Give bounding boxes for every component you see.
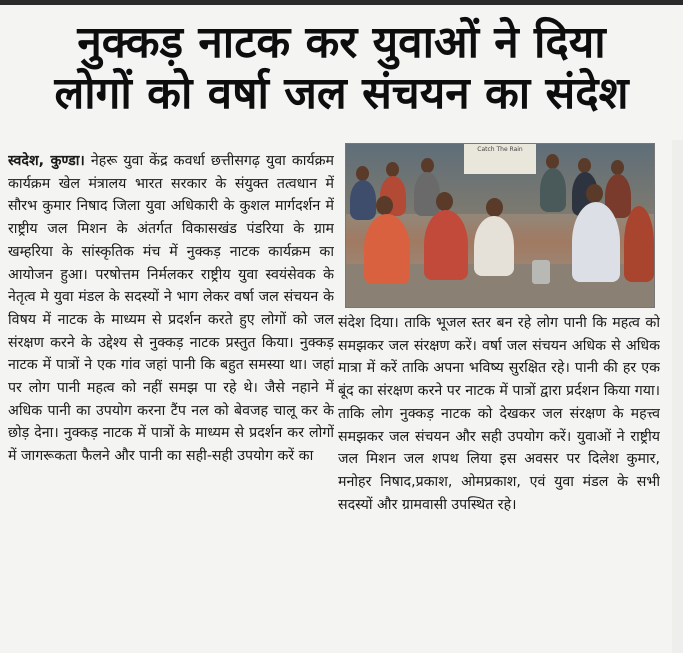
person-head: [611, 160, 624, 175]
person-head: [421, 158, 434, 173]
article-right-text: संदेश दिया। ताकि भूजल स्तर बन रहे लोग पानी कि महत्व को समझकर जल संरक्षण करें। वर्षा जल संचयन अधिक से अधिक मात्रा में करें ताकि अपना भविष्य सुरक्षित रहे। पानी की हर एक बूंद का संरक्षण करने पर नाटक में पात्रों द्वारा प्रर्दशन किया गया। ताकि लोग नुक्कड़ नाटक को देखकर जल संरक्षण के महत्त्व समझकर जल संचयन और सही उपयोग करें। युवाओं ने राष्ट्रीय जल मिशन जल शपथ लिया इस अवसर पर दिलेश कुमार, मनोहर निषाद,प्रकाश, ओमप्रकाश, एवं युवा मंडल के सभी सदस्यों और ग्रामवासी उपस्थित रहे।: [338, 315, 660, 513]
person: [474, 216, 514, 276]
person: [414, 172, 440, 216]
headline-line-1: नुक्कड़ नाटक कर युवाओं ने दिया: [77, 17, 606, 68]
news-photo: [345, 143, 655, 308]
person: [424, 210, 468, 280]
headline-line-2: लोगों को वर्षा जल संचयन का संदेश: [54, 68, 629, 119]
person: [350, 180, 376, 220]
article-left-column: [8, 150, 334, 650]
person-head: [486, 198, 503, 217]
dateline: स्वदेश, कुण्डा।: [8, 153, 85, 169]
adjacent-column-edge: [672, 140, 683, 653]
person-head: [578, 158, 591, 173]
person: [364, 214, 410, 284]
top-rule: [0, 0, 683, 5]
water-pot: [532, 260, 550, 284]
person-head: [386, 162, 399, 177]
person: [624, 206, 654, 282]
headline: [0, 18, 683, 120]
article-left-text: नेहरू युवा केंद्र कवर्धा छत्तीसगढ़ युवा कार्यक्रम कार्यक्रम खेल मंत्रालय भारत सरकार के संयुक्त तत्वधान में सौरभ कुमार निषाद जिला युवा अधिकारी के कुशल मार्गदर्शन में राष्ट्रीय जल मिशन के अंतर्गत विकासखंड पंडरिया के ग्राम खम्हरिया के सांस्कृतिक मंच में नुक्कड़ नाटक कार्यक्रम का आयोजन हुआ। परषोत्तम निर्मलकर राष्ट्रीय युवा स्वयंसेवक के नेतृत्व मे युवा मंडल के सदस्यों ने भाग लेकर वर्षा जल संचयन के विषय में नाटक के माध्यम से प्रदर्शन करते हुए लोगों को जल संरक्षण करने के उद्देश्य से नुक्कड़ नाटक प्रस्तुत किया। नुक्कड़ नाटक में पात्रों ने एक गांव जहां पानी कि बहुत समस्या था। जहां पर लोग पानी महत्व को नहीं समझ पा रहे थे। जैसे नहाने में अधिक पानी का उपयोग करना टैंप नल को बेवजह चालू कर के छोड़ देना। नुक्कड़ नाटक में पात्रों के माध्यम से प्रदर्शन कर लोगों में जागरूकता फैलने और पानी का सही-सही उपयोग करें का: [8, 153, 334, 465]
person-head: [356, 166, 369, 181]
person-head: [436, 192, 453, 211]
photo-banner: Catch The Rain: [464, 144, 536, 174]
person: [540, 168, 566, 212]
person-head: [546, 154, 559, 169]
article-right-column: [338, 312, 660, 642]
person-head: [376, 196, 393, 215]
person: [572, 202, 620, 282]
person-head: [586, 184, 603, 203]
